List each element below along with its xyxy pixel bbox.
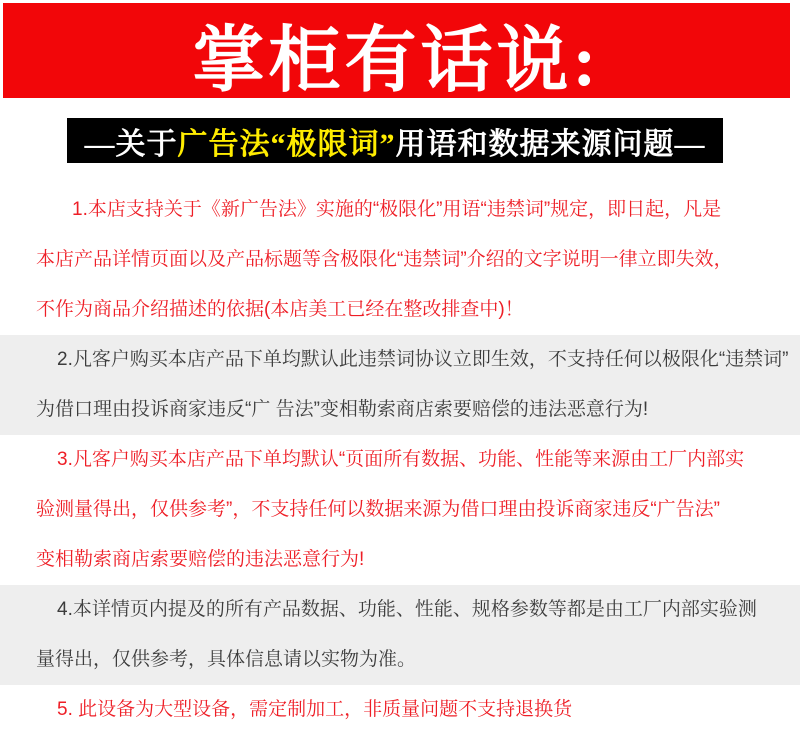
ad-law-sub-banner	[67, 118, 723, 163]
page-title: 掌柜有话说:	[192, 20, 601, 101]
notice-line: 为借口理由投诉商家违反“广 告法”变相勒索商店索要赔偿的违法恶意行为!	[36, 399, 649, 420]
notice-line: 1.本店支持关于《新广告法》实施的“极限化”用语“违禁词”规定，即日起，凡是	[72, 199, 722, 220]
sub-banner-right-text: 用语和数据来源问题—	[395, 127, 706, 161]
sub-banner-left-text: —关于	[84, 127, 178, 161]
red-header-banner	[3, 3, 790, 101]
notice-line: 本店产品详情页面以及产品标题等含极限化“违禁词”介绍的文字说明一律立即失效，	[36, 249, 733, 270]
notice-line: 变相勒索商店索要赔偿的违法恶意行为!	[36, 549, 365, 570]
notice-line: 不作为商品介绍描述的依据(本店美工已经在整改排查中)！	[36, 299, 524, 320]
notice-paragraph-4	[0, 585, 800, 685]
notice-body	[0, 166, 800, 735]
notice-paragraph-1	[0, 185, 800, 335]
notice-line: 4.本详情页内提及的所有产品数据、功能、性能、规格参数等都是由工厂内部实验测	[57, 599, 757, 620]
notice-line: 量得出，仅供参考，具体信息请以实物为准。	[36, 649, 417, 670]
notice-line: 5. 此设备为大型设备，需定制加工，非质量问题不支持退换货	[57, 699, 573, 720]
notice-line: 验测量得出，仅供参考”，不支持任何以数据来源为借口理由投诉商家违反“广告法”	[36, 499, 720, 520]
notice-paragraph-2	[0, 335, 800, 435]
notice-line: 2.凡客户购买本店产品下单均默认此违禁词协议立即生效，不支持任何以极限化“违禁词”	[57, 349, 789, 370]
notice-line: 3.凡客户购买本店产品下单均默认“页面所有数据、功能、性能等来源由工厂内部实	[57, 449, 745, 470]
notice-paragraph-3	[0, 435, 800, 585]
notice-paragraph-5	[0, 685, 800, 735]
sub-banner-highlight-text: 广告法“极限词”	[177, 127, 396, 161]
